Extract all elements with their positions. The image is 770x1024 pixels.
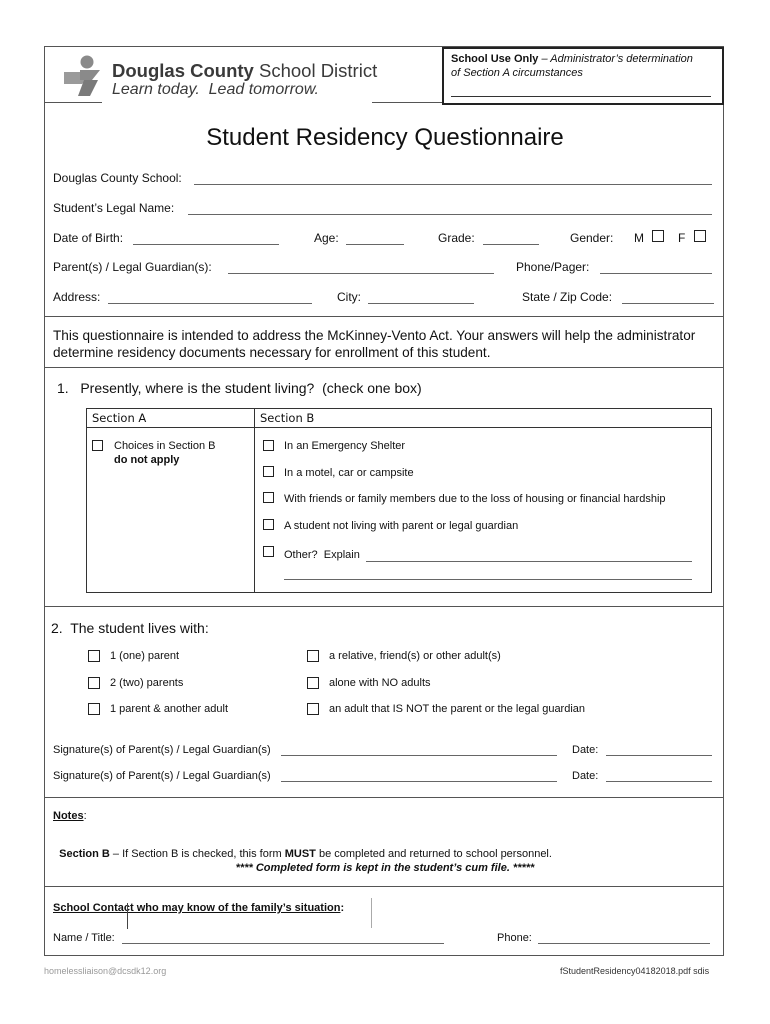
question-2: 2. The student lives with: — [51, 620, 209, 636]
gender-m-label: M — [634, 231, 644, 245]
age-field[interactable] — [346, 244, 404, 245]
gender-m-checkbox[interactable] — [652, 230, 664, 242]
notes-heading: Notes — [53, 810, 84, 822]
date-field-1[interactable] — [606, 755, 712, 756]
other-checkbox[interactable] — [263, 546, 274, 557]
district-tagline: Learn today. Lead tomorrow. — [112, 81, 319, 98]
address-label: Address: — [53, 290, 101, 304]
lives-with-option: an adult that IS NOT the parent or the legal guardian — [329, 703, 586, 715]
address-field[interactable] — [108, 303, 312, 304]
state-zip-field[interactable] — [622, 303, 714, 304]
contact-phone-field[interactable] — [538, 943, 710, 944]
two-parents-checkbox[interactable] — [88, 677, 100, 689]
age-label: Age: — [314, 231, 339, 245]
grade-label: Grade: — [438, 231, 475, 245]
footer-email: homelessliaison@dcsdk12.org — [44, 966, 167, 976]
guardians-label: Parent(s) / Legal Guardian(s): — [53, 260, 212, 274]
gender-f-checkbox[interactable] — [694, 230, 706, 242]
section-b-option: Other? Explain — [284, 549, 360, 561]
lives-with-option: a relative, friend(s) or other adult(s) — [329, 650, 501, 662]
section-b-option: In a motel, car or campsite — [284, 467, 414, 479]
contact-heading: School Contact who may know of the family’s situation — [53, 902, 341, 914]
phone-pager-label: Phone/Pager: — [516, 260, 590, 274]
school-use-label: School Use Only — [451, 53, 539, 65]
section-a-option: Choices in Section B — [114, 440, 216, 452]
parent-adult-checkbox[interactable] — [88, 703, 100, 715]
notes-section-b: Section B — [59, 848, 110, 860]
footer-filename: fStudentResidency04182018.pdf sdis — [560, 966, 710, 976]
date-field-2[interactable] — [606, 781, 712, 782]
dob-field[interactable] — [133, 244, 279, 245]
section-b-option: With friends or family members due to the loss of housing or financial hardship — [284, 493, 666, 505]
school-field-label: Douglas County School: — [53, 171, 182, 185]
legal-name-label: Student’s Legal Name: — [53, 201, 175, 215]
state-zip-label: State / Zip Code: — [522, 290, 613, 304]
city-field[interactable] — [368, 303, 474, 304]
contact-phone-label: Phone: — [497, 932, 532, 944]
lives-with-option: 1 parent & another adult — [110, 703, 229, 715]
name-title-field[interactable] — [122, 943, 444, 944]
page-title: Student Residency Questionnaire — [206, 124, 564, 151]
district-name-rest: School District — [258, 60, 378, 81]
date-label: Date: — [572, 744, 599, 756]
grade-field[interactable] — [483, 244, 539, 245]
other-explain-field[interactable] — [366, 561, 692, 562]
signature-label: Signature(s) of Parent(s) / Legal Guardian(s) — [53, 744, 271, 756]
alone-checkbox[interactable] — [307, 677, 319, 689]
intro-text: This questionnaire is intended to address the McKinney-Vento Act. Your answers will help the administrator determine residency documents necessary for enrollment of this student. — [53, 328, 696, 360]
section-a-checkbox[interactable] — [92, 440, 103, 451]
section-b-option: In an Emergency Shelter — [284, 440, 406, 452]
notes-text-2: be completed and returned to school personnel. — [315, 848, 552, 860]
date-label: Date: — [572, 770, 599, 782]
notes-must: MUST — [284, 848, 316, 860]
section-b-option: A student not living with parent or legal guardian — [284, 520, 519, 532]
school-use-line2: of Section A circumstances — [451, 67, 583, 79]
one-parent-checkbox[interactable] — [88, 650, 100, 662]
signature-field-1[interactable] — [281, 755, 557, 756]
lives-with-option: 2 (two) parents — [110, 677, 184, 689]
section-a-option-bold: do not apply — [114, 454, 180, 466]
non-guardian-adult-checkbox[interactable] — [307, 703, 319, 715]
section-b-header: Section B — [260, 411, 315, 425]
school-use-note: – Administrator’s determination — [538, 53, 693, 65]
legal-name-field[interactable] — [188, 214, 712, 215]
friends-family-checkbox[interactable] — [263, 492, 274, 503]
guardians-field[interactable] — [228, 273, 494, 274]
signature-field-2[interactable] — [281, 781, 557, 782]
school-field[interactable] — [194, 184, 712, 185]
district-name-bold: Douglas County — [112, 60, 254, 81]
district-logo-icon — [62, 54, 108, 100]
dob-label: Date of Birth: — [53, 231, 124, 245]
gender-f-label: F — [678, 231, 686, 245]
motel-checkbox[interactable] — [263, 466, 274, 477]
district-logo — [62, 54, 378, 102]
signature-label: Signature(s) of Parent(s) / Legal Guardian(s) — [53, 770, 271, 782]
lives-with-option: 1 (one) parent — [110, 650, 180, 662]
notes-text-1: – If Section B is checked, this form — [109, 848, 285, 860]
name-title-label: Name / Title: — [53, 932, 115, 944]
gender-label: Gender: — [570, 231, 614, 245]
phone-pager-field[interactable] — [600, 273, 712, 274]
question-1: 1. Presently, where is the student living? (check one box) — [57, 380, 422, 396]
other-explain-field-2[interactable] — [284, 579, 692, 580]
no-guardian-checkbox[interactable] — [263, 519, 274, 530]
relative-checkbox[interactable] — [307, 650, 319, 662]
emergency-shelter-checkbox[interactable] — [263, 440, 274, 451]
lives-with-option: alone with NO adults — [329, 677, 431, 689]
cum-file-note: **** Completed form is kept in the student’s cum file. ***** — [235, 862, 535, 874]
section-a-header: Section A — [92, 411, 147, 425]
admin-determination-field[interactable] — [451, 96, 711, 97]
city-label: City: — [337, 290, 361, 304]
